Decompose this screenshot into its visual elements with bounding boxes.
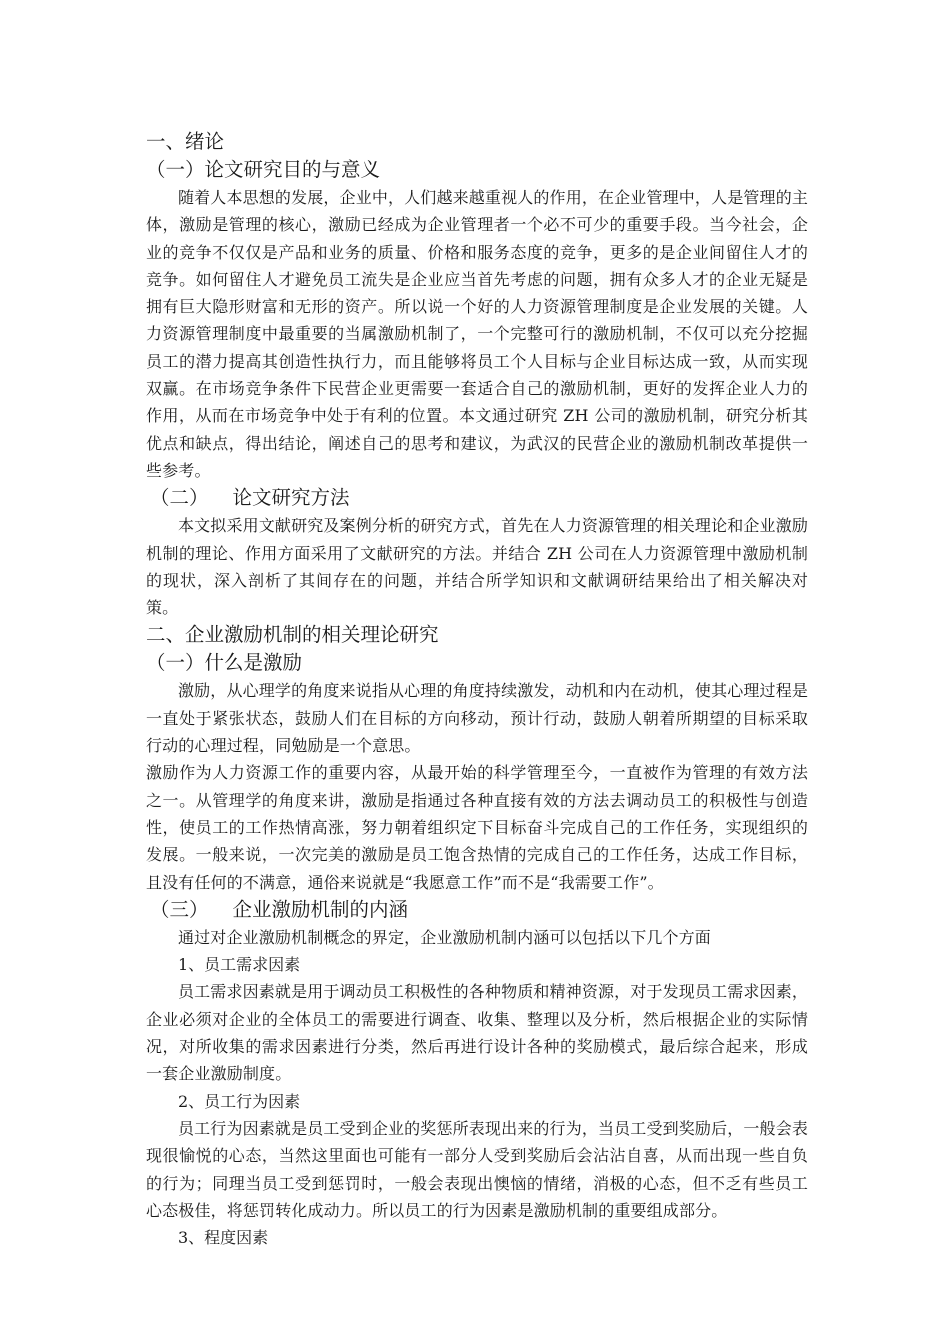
section-2-1-paragraph-1: 激励，从心理学的角度来说指从心理的角度持续激发，动机和内在动机，使其心理过程是一直处于紧张状态，鼓励人们在目标的方向移动，预计行动，鼓励人朝着所期望的目标采取行动的心理过程，同勉励是一个意思。 bbox=[146, 681, 808, 756]
section-2-1-paragraph-2: 激励作为人力资源工作的重要内容，从最开始的科学管理至今，一直被作为管理的有效方法之一。从管理学的角度来讲，激励是指通过各种直接有效的方法去调动员工的积极性与创造性，使员工的工作热情高涨，努力朝着组织定下目标奋斗完成自己的工作任务，实现组织的发展。一般来说，一次完美的激励是员工饱含热情的完成自己的工作任务，达成工作目标，且没有任何的不满意，通俗来说就是“我愿意工作”而不是“我需要工作”。 bbox=[146, 763, 808, 892]
section-1-2-paragraph: 本文拟采用文献研究及案例分析的研究方式，首先在人力资源管理的相关理论和企业激励机制的理论、作用方面采用了文献研究的方法。并结合 ZH 公司在人力资源管理中激励机制的现状，深入剖析了其间存在的问题，并结合所学知识和文献调研结果给出了相关解决对策。 bbox=[146, 516, 808, 618]
section-1-2-heading bbox=[146, 484, 808, 512]
section-1-1-paragraph: 随着人本思想的发展，企业中，人们越来越重视人的作用，在企业管理中，人是管理的主体，激励是管理的核心，激励已经成为企业管理者一个必不可少的重要手段。当今社会，企业的竞争不仅仅是产品和业务的质量、价格和服务态度的竞争，更多的是企业间留住人才的竞争。如何留住人才避免员工流失是企业应当首先考虑的问题，拥有众多人才的企业无疑是拥有巨大隐形财富和无形的资产。所以说一个好的人力资源管理制度是企业发展的关键。人力资源管理制度中最重要的当属激励机制了，一个完整可行的激励机制，不仅可以充分挖掘员工的潜力提高其创造性执行力，而且能够将员工个人目标与企业目标达成一致，从而实现双赢。在市场竞争条件下民营企业更需要一套适合自己的激励机制，更好的发挥企业人力的作用，从而在市场竞争中处于有利的位置。本文通过研究 ZH 公司的激励机制，研究分析其优点和缺点，得出结论，阐述自己的思考和建议，为武汉的民营企业的激励机制改革提供一些参考。 bbox=[146, 188, 808, 480]
section-2-heading: 二、企业激励机制的相关理论研究 bbox=[146, 623, 439, 647]
item-1-paragraph: 员工需求因素就是用于调动员工积极性的各种物质和精神资源，对于发现员工需求因素，企业必须对企业的全体员工的需要进行调查、收集、整理以及分析，然后根据企业的实际情况，对所收集的需求因素进行分类，然后再进行设计各种的奖励模式，最后综合起来，形成一套企业激励制度。 bbox=[146, 982, 808, 1084]
section-2-3-label: （三） bbox=[150, 897, 209, 921]
section-1-2-label: （二） bbox=[150, 486, 209, 510]
section-1-1-heading: （一）论文研究目的与意义 bbox=[146, 158, 381, 181]
section-2-3-text: 企业激励机制的内涵 bbox=[232, 897, 409, 921]
item-1-heading: 1、员工需求因素 bbox=[178, 955, 301, 975]
section-2-1-heading: （一）什么是激励 bbox=[146, 651, 303, 675]
item-3-heading: 3、程度因素 bbox=[178, 1228, 269, 1248]
section-2-3-heading bbox=[146, 896, 808, 924]
document-body bbox=[146, 128, 808, 1251]
item-2-paragraph: 员工行为因素就是员工受到企业的奖惩所表现出来的行为，当员工受到奖励后，一般会表现很愉悦的心态，当然这里面也可能有一部分人受到奖励后会沾沾自喜，从而出现一些自负的行为；同理当员工受到惩罚时，一般会表现出懊恼的情绪，消极的心态，但不乏有些员工心态极佳，将惩罚转化成动力。所以员工的行为因素是激励机制的重要组成部分。 bbox=[146, 1118, 808, 1220]
section-1-heading: 一、绪论 bbox=[146, 130, 225, 153]
section-2-3-paragraph: 通过对企业激励机制概念的界定，企业激励机制内涵可以包括以下几个方面 bbox=[178, 927, 711, 947]
section-1-2-text: 论文研究方法 bbox=[232, 486, 350, 510]
item-2-heading: 2、员工行为因素 bbox=[178, 1091, 301, 1111]
